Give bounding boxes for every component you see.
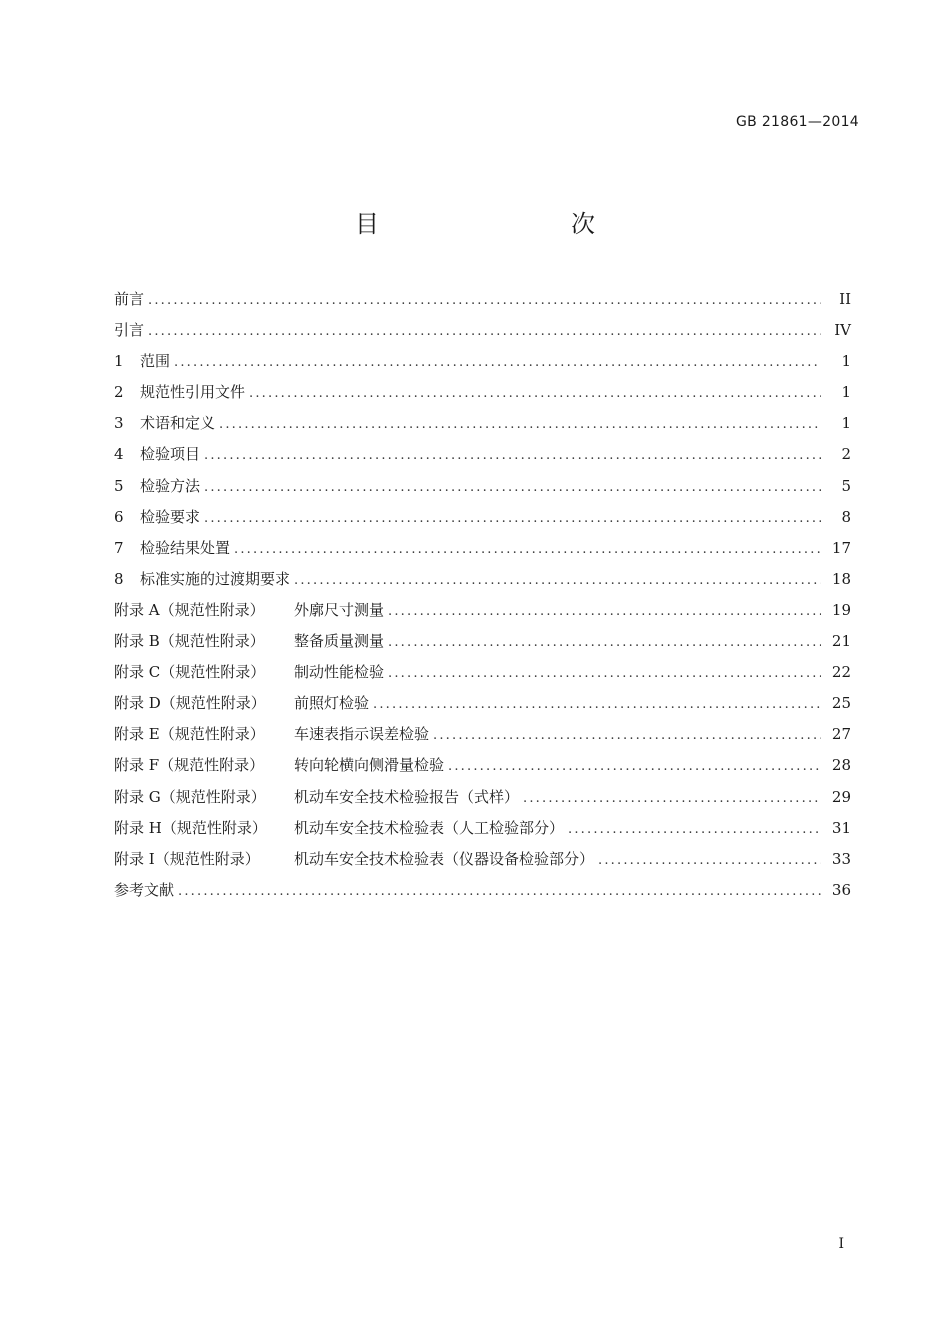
page-title: 目 次 (355, 210, 643, 238)
toc-entry-number: 5 (114, 476, 124, 495)
toc-leader-dots (433, 720, 821, 751)
toc-entry[interactable] (114, 657, 851, 688)
toc-leader-dots (523, 783, 821, 814)
toc-entry-number: 6 (114, 507, 124, 526)
toc-entry-page: 28 (831, 756, 851, 775)
toc-entry-number: 7 (114, 538, 124, 557)
toc-entry-label: 标准实施的过渡期要求 (140, 569, 291, 588)
toc-entry[interactable] (114, 844, 851, 875)
toc-entry-page: 31 (831, 818, 851, 837)
toc-entry[interactable] (114, 875, 851, 906)
toc-entry[interactable] (114, 315, 851, 346)
toc-leader-dots (568, 814, 821, 845)
toc-entry-page: 17 (831, 538, 851, 557)
toc-entry[interactable] (114, 750, 851, 781)
standard-code: GB 21861—2014 (736, 114, 859, 130)
toc-leader-dots (204, 503, 821, 534)
toc-entry-number: 4 (114, 445, 124, 464)
toc-leader-dots (249, 378, 821, 409)
toc-entry-label: 检验要求 (140, 507, 201, 526)
toc-leader-dots (148, 316, 821, 347)
toc-leader-dots (234, 534, 821, 565)
toc-entry-number: 3 (114, 414, 124, 433)
toc-entry-page: 33 (831, 849, 851, 868)
toc-leader-dots (388, 627, 821, 658)
toc-entry-label: 制动性能检验 (294, 663, 385, 682)
toc-entry[interactable] (114, 626, 851, 657)
toc-entry-annex-prefix: 附录 B（规范性附录） (114, 632, 265, 651)
toc-entry-annex-prefix: 附录 E（规范性附录） (114, 725, 265, 744)
toc-leader-dots (388, 658, 821, 689)
toc-entry-annex-prefix: 附录 A（规范性附录） (114, 600, 265, 619)
toc-entry-page: 5 (841, 476, 851, 495)
toc-entry[interactable] (114, 377, 851, 408)
toc-leader-dots (204, 472, 821, 503)
toc-entry-label: 机动车安全技术检验报告（式样） (294, 787, 520, 806)
toc-entry-annex-prefix: 附录 H（规范性附录） (114, 818, 267, 837)
toc-entry-label: 范围 (140, 352, 171, 371)
toc-entry-page: 27 (831, 725, 851, 744)
toc-entry-label: 术语和定义 (140, 414, 216, 433)
toc-entry[interactable] (114, 595, 851, 626)
toc-entry-annex-prefix: 附录 D（规范性附录） (114, 694, 266, 713)
toc-leader-dots (388, 596, 821, 627)
toc-leader-dots (373, 689, 821, 720)
toc-entry-label: 检验项目 (140, 445, 201, 464)
toc-entry-label: 整备质量测量 (294, 632, 385, 651)
toc-entry[interactable] (114, 284, 851, 315)
toc-entry-page: 18 (831, 569, 851, 588)
toc-entry-annex-prefix: 附录 I（规范性附录） (114, 849, 260, 868)
toc-entry-page: 19 (831, 600, 851, 619)
toc-entry-number: 1 (114, 352, 124, 371)
toc-entry-page: 21 (831, 632, 851, 651)
toc-entry-page: 2 (841, 445, 851, 464)
toc-entry[interactable] (114, 533, 851, 564)
toc-entry-annex-prefix: 附录 G（规范性附录） (114, 787, 266, 806)
toc-entry-number: 2 (114, 383, 124, 402)
toc-entry-label: 前照灯检验 (294, 694, 370, 713)
toc-entry-label: 外廓尺寸测量 (294, 600, 385, 619)
toc-leader-dots (204, 440, 821, 471)
toc-entry[interactable] (114, 408, 851, 439)
toc-entry-label: 机动车安全技术检验表（仪器设备检验部分） (294, 849, 595, 868)
toc-entry-page: 25 (831, 694, 851, 713)
toc-entry[interactable] (114, 346, 851, 377)
toc-entry[interactable] (114, 439, 851, 470)
toc-entry-annex-prefix: 附录 F（规范性附录） (114, 756, 265, 775)
toc-entry[interactable] (114, 719, 851, 750)
toc-entry-label: 检验结果处置 (140, 538, 231, 557)
toc-leader-dots (448, 751, 821, 782)
toc-entry-label: 前言 (114, 290, 145, 308)
toc-entry-page: 36 (831, 880, 851, 899)
toc-entry-label: 车速表指示误差检验 (294, 725, 430, 744)
toc-entry-page: 8 (841, 507, 851, 526)
toc-leader-dots (598, 845, 821, 876)
toc-leader-dots (294, 565, 821, 596)
toc-entry-label: 转向轮横向侧滑量检验 (294, 756, 445, 775)
table-of-contents (114, 284, 851, 906)
toc-leader-dots (178, 876, 821, 907)
toc-entry[interactable] (114, 688, 851, 719)
toc-entry-page: II (839, 290, 851, 308)
toc-leader-dots (219, 409, 821, 440)
toc-entry-label: 检验方法 (140, 476, 201, 495)
toc-entry-label: 参考文献 (114, 880, 175, 899)
toc-entry-page: 1 (841, 383, 851, 402)
toc-entry-label: 机动车安全技术检验表（人工检验部分） (294, 818, 565, 837)
toc-entry-number: 8 (114, 569, 124, 588)
page-number: I (838, 1236, 844, 1252)
toc-entry-page: 29 (831, 787, 851, 806)
toc-entry-label: 引言 (114, 321, 145, 340)
toc-entry-page: 22 (831, 663, 851, 682)
toc-entry-page: 1 (841, 414, 851, 433)
toc-entry[interactable] (114, 502, 851, 533)
toc-entry-label: 规范性引用文件 (140, 383, 246, 402)
toc-entry[interactable] (114, 813, 851, 844)
toc-entry-page: IV (834, 321, 851, 340)
toc-leader-dots (148, 285, 821, 316)
toc-entry[interactable] (114, 471, 851, 502)
toc-entry-page: 1 (841, 352, 851, 371)
toc-entry[interactable] (114, 782, 851, 813)
toc-entry-annex-prefix: 附录 C（规范性附录） (114, 663, 266, 682)
toc-leader-dots (174, 347, 821, 378)
toc-entry[interactable] (114, 564, 851, 595)
